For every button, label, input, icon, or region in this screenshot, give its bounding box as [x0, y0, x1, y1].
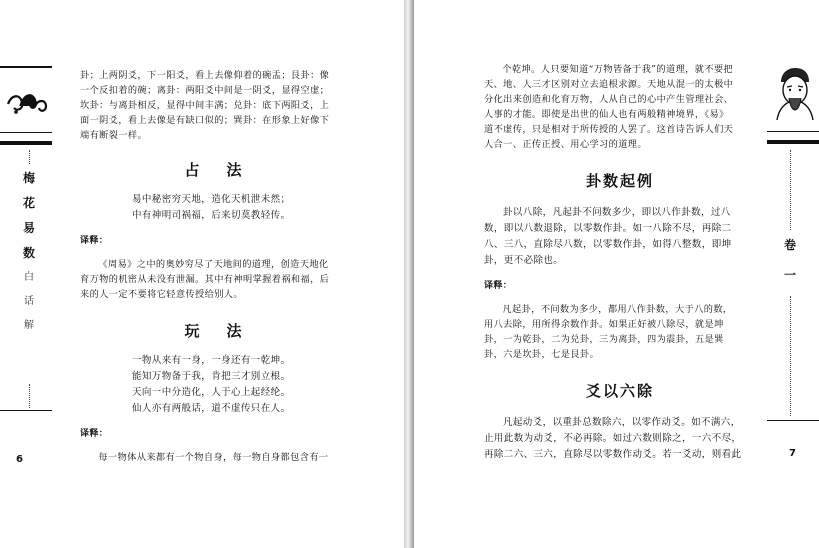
margin-band	[0, 141, 52, 145]
subtitle-char: 话	[24, 296, 34, 307]
text-line: 止用此数为动爻，不必再除。如过六数则除之，一六不尽，	[484, 433, 742, 444]
section-title: 占 法	[184, 161, 248, 179]
title-char: 梅	[22, 171, 35, 185]
text-line: 数，即以八数退除，以零数作卦。如一八除不尽，再除二	[484, 223, 732, 234]
dotted-line	[790, 150, 791, 230]
text-line: 育万物的机密从未没有泄漏。其中有神明掌握着祸和福，后	[80, 274, 330, 285]
sage-portrait-icon	[773, 64, 817, 120]
book-title-vertical	[20, 166, 38, 338]
left-margin	[0, 0, 56, 548]
page-number: 6	[16, 454, 23, 465]
page-number: 7	[789, 448, 796, 459]
verse-line: 能知万物备于我，肯把三才别立根。	[132, 371, 291, 382]
right-page-body	[484, 62, 756, 463]
text-line: 《周易》之中的奥妙穷尽了天地间的道理，创造天地化	[98, 259, 329, 270]
text-line: 卦；上两阴爻，下一阳爻，看上去像仰着的碗盂；艮卦：像	[80, 70, 330, 81]
text-line: 卦，一为乾卦，二为兑卦，三为离卦，四为震卦，五是巽	[484, 334, 724, 345]
dotted-line	[29, 150, 30, 164]
text-line: 凡起卦，不问数为多少，都用八作卦数，大于八的数，	[502, 304, 733, 315]
dotted-line	[29, 384, 30, 408]
title-char: 易	[22, 221, 35, 235]
title-char: 数	[22, 246, 35, 260]
subtitle-char: 解	[24, 320, 34, 331]
right-page	[414, 0, 819, 548]
section-title: 爻以六除	[585, 382, 654, 400]
margin-band	[767, 140, 819, 144]
translation-label: 译释：	[80, 429, 109, 439]
text-line: 人事的才能。即使是出世的仙人也有两般精神境界，《易》	[484, 109, 729, 120]
text-line: 人合一、正传正授、用心学习的道理。	[484, 139, 647, 150]
translation-label: 译释：	[484, 281, 513, 291]
verse-line: 易中秘密穷天地，造化天机泄未然；	[132, 194, 291, 205]
text-line: 再除二六、三六，直除尽以零数作动爻。若一爻动，则看此	[484, 449, 742, 460]
text-line: 用八去除，用所得余数作卦。如果正好被八除尽，就是坤	[484, 319, 724, 330]
translation-label: 译释：	[80, 236, 109, 246]
title-char: 花	[22, 196, 35, 210]
text-line: 天、地、人三才区别对立去追根求源。天地从混一的太极中	[484, 79, 734, 90]
text-line: 八、三八，直除尽八数，以零数作卦，如得八整数，即坤	[484, 239, 732, 250]
verse-line: 一物从来有一身，一身还有一乾坤。	[132, 355, 291, 366]
text-line: 端有断裂一样。	[80, 130, 148, 141]
verse-line: 天向一中分造化，人于心上起经纶。	[132, 387, 291, 398]
margin-rule	[0, 132, 52, 133]
text-line: 坎卦：与离卦相反，显得中间丰满；兑卦：底下两阳爻，上	[80, 100, 330, 111]
left-page	[0, 0, 405, 548]
margin-rule	[0, 410, 52, 411]
dotted-line	[790, 296, 791, 416]
volume-char: 一	[783, 268, 796, 282]
section-title: 玩 法	[184, 322, 248, 340]
section-title: 卦数起例	[585, 172, 654, 190]
verse-line: 中有神明司祸福，后来切莫教轻传。	[132, 210, 291, 221]
text-line: 面一阴爻，看上去像是有缺口似的；巽卦：在形象上好像下	[80, 115, 330, 126]
text-line: 卦以八除，凡起卦不问数多少，即以八作卦数，过八	[503, 207, 731, 218]
right-margin	[763, 0, 819, 548]
text-line: 凡起动爻，以重卦总数除六，以零作动爻。如不满六，	[503, 417, 741, 428]
text-line: 分化出来创造和化育万物，人从自己的心中产生管理社会、	[484, 94, 734, 105]
text-line: 道不虚传，只是相对于所传授的人罢了。这首诗告诉人们天	[484, 124, 734, 135]
volume-char: 卷	[783, 238, 796, 252]
text-line: 来的人一定不要将它轻意传授给别人。	[80, 289, 243, 300]
text-line: 卦，六是坎卦，七是艮卦。	[484, 349, 600, 360]
margin-rule	[0, 66, 52, 68]
text-line: 一个反扣着的碗；离卦：两阳爻中间是一阴爻，显得空虚；	[80, 85, 330, 96]
verse-line: 仙人亦有两般话，道不虚传只在人。	[132, 403, 291, 414]
book-spine	[404, 0, 414, 548]
text-line: 每一物体从来都有一个物自身，每一物自身都包含有一	[98, 452, 329, 463]
text-line: 卦，更不必除也。	[484, 255, 564, 266]
margin-rule	[767, 420, 819, 421]
text-line: 个乾坤。人只要知道“万物皆备于我”的道理，就不要把	[502, 64, 734, 75]
left-page-body	[80, 68, 352, 465]
cloud-ornament-icon	[6, 88, 48, 116]
subtitle-char: 白	[24, 272, 34, 283]
margin-rule	[767, 131, 819, 132]
